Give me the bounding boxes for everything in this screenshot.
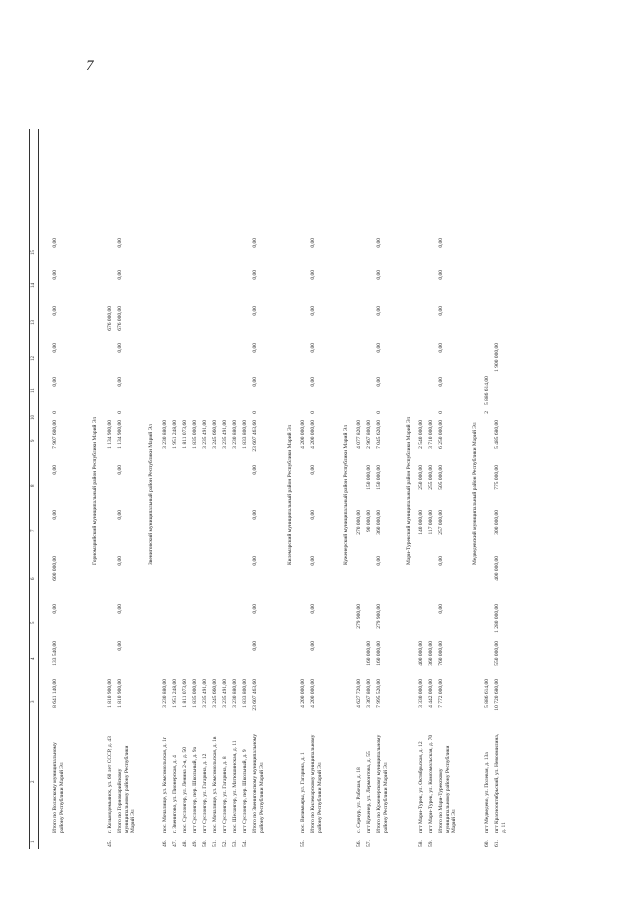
amount-cell: 0,00	[376, 270, 382, 280]
amount-cell: 5 886 614,00	[484, 679, 490, 708]
amount-cell: 1 134 900,00	[117, 420, 123, 449]
amount-cell: 0	[438, 411, 444, 414]
row-name-cell: пгт Куженер, ул. Лермонтова, д. 55	[366, 751, 372, 833]
row-name-cell: пгт Мари-Турек, ул. Октябрьская, д. 12	[418, 741, 424, 833]
amount-cell: 0,00	[310, 238, 316, 248]
amount-cell: 600 000,00	[52, 556, 58, 581]
amount-cell: 1 835 000,00	[192, 420, 198, 449]
amount-cell: 0,00	[117, 510, 123, 520]
amount-cell: 150 000,00	[366, 465, 372, 490]
amount-cell: 0,00	[310, 510, 316, 520]
row-name-cell: Итого по Звениговскому муниципальному району Республики Марий Эл	[252, 733, 265, 833]
amount-cell: 0,00	[52, 604, 58, 614]
row-number-cell: 60.	[484, 840, 490, 847]
amount-cell: 7 907 600,00	[52, 420, 58, 449]
amount-cell: 7 995 520,00	[376, 679, 382, 708]
amount-cell: 160 000,00	[376, 641, 382, 666]
amount-cell: 4 200 000,00	[310, 679, 316, 708]
amount-cell: 3 230 880,00	[162, 679, 168, 708]
amount-cell: 0	[376, 411, 382, 414]
row-name-cell: г. Звенигово, ул. Пионерская, д. 4	[172, 755, 178, 833]
amount-cell: 3 235 491,00	[202, 420, 208, 449]
amount-cell: 0,00	[438, 238, 444, 248]
amount-cell: 0,00	[438, 604, 444, 614]
column-number: 6	[31, 577, 36, 580]
amount-cell: 0,00	[52, 343, 58, 353]
amount-cell: 0,00	[117, 465, 123, 475]
amount-cell: 0,00	[117, 641, 123, 651]
amount-cell: 0,00	[310, 556, 316, 566]
amount-cell: 0,00	[52, 377, 58, 387]
amount-cell: 0,00	[252, 377, 258, 387]
amount-cell: 400 000,00	[494, 556, 500, 581]
section-title: Медведевский муниципальный район Республики Марий Эл	[472, 422, 478, 565]
amount-cell: 1 900 000,00	[494, 343, 500, 372]
row-name-cell: пгт Суслонгер, ул. Гагарина, д. 8	[222, 756, 228, 833]
amount-cell: 0,00	[117, 238, 123, 248]
amount-cell: 0,00	[310, 604, 316, 614]
row-name-cell: пгт Суслонгер, пер. Школьный, д. 9а	[192, 746, 198, 833]
amount-cell: 4 627 720,00	[356, 679, 362, 708]
row-number-cell: 57.	[366, 840, 372, 847]
amount-cell: 3 710 000,00	[428, 420, 434, 449]
amount-cell: 0,00	[252, 556, 258, 566]
amount-cell: 0,00	[252, 238, 258, 248]
row-name-cell: с. Сернур, ул. Рабочая, д. 18	[356, 767, 362, 833]
amount-cell: 0,00	[376, 556, 382, 566]
amount-cell: 4 077 820,00	[356, 420, 362, 449]
amount-cell: 4 200 000,00	[310, 420, 316, 449]
row-name-cell: пгт Суслонгер, ул. Гагарина, д. 12	[202, 753, 208, 833]
amount-cell: 0	[52, 411, 58, 414]
amount-cell: 400 000,00	[418, 641, 424, 666]
amount-cell: 0,00	[310, 343, 316, 353]
amount-cell: 1 811 073,60	[182, 420, 188, 449]
amount-cell: 250 000,00	[418, 465, 424, 490]
section-title: Куженерский муниципальный район Республики Марий Эл	[343, 424, 349, 565]
column-number: 4	[31, 657, 36, 660]
column-number: 14	[31, 283, 36, 288]
row-number-cell: 61.	[494, 840, 500, 847]
amount-cell: 23 607 463,60	[252, 420, 258, 452]
row-number-cell: 51.	[212, 840, 218, 847]
row-name-cell: Итого по Килемарскому муниципальному району Республики Марий Эл	[310, 734, 323, 833]
column-number: 3	[31, 700, 36, 703]
amount-cell: 8 641 140,00	[52, 679, 58, 708]
amount-cell: 0,00	[117, 343, 123, 353]
amount-cell: 3 230 880,00	[232, 420, 238, 449]
column-number: 2	[31, 780, 36, 783]
amount-cell: 676 000,00	[107, 306, 113, 331]
row-name-cell: Итого по Волжскому муниципальному району Республики Марий Эл	[52, 742, 65, 833]
amount-cell: 0,00	[252, 510, 258, 520]
amount-cell: 360 000,00	[428, 641, 434, 666]
row-name-cell: пос. Мочалище, ул. Комсомольская, д. 1в	[212, 736, 218, 833]
amount-cell: 1 810 900,00	[107, 679, 113, 708]
row-number-cell: 47.	[172, 840, 178, 847]
amount-cell: 5 886 614,00	[484, 376, 490, 405]
amount-cell: 1 833 800,00	[242, 679, 248, 708]
amount-cell: 1 951 248,00	[172, 679, 178, 708]
amount-cell: 0,00	[252, 604, 258, 614]
amount-cell: 0,00	[252, 641, 258, 651]
amount-cell: 3 245 660,00	[212, 679, 218, 708]
amount-cell: 133 540,00	[52, 641, 58, 666]
row-name-cell: г. Козьмодемьянск, ул. 60 лет СССР, д. 43	[107, 736, 113, 833]
amount-cell: 1 134 900,00	[107, 420, 113, 449]
column-number: 5	[31, 621, 36, 624]
amount-cell: 2 540 000,00	[418, 420, 424, 449]
amount-cell: 0,00	[117, 270, 123, 280]
row-number-cell: 46.	[162, 840, 168, 847]
amount-cell: 300 000,00	[494, 510, 500, 535]
row-name-cell: пос. Шелангер, ул. Матюшинская, д. 11	[232, 740, 238, 833]
amount-cell: 140 000,00	[418, 510, 424, 535]
row-name-cell: пгт Краснооктябрьский, ул. Невоомилина, д. 11	[494, 733, 507, 833]
section-title: Звениговский муниципальный район Республики Марий Эл	[148, 424, 154, 565]
amount-cell: 0,00	[252, 270, 258, 280]
header-rule	[29, 129, 30, 849]
amount-cell: 0,00	[310, 641, 316, 651]
column-number: 12	[31, 356, 36, 361]
amount-cell: 2 967 800,00	[366, 420, 372, 449]
amount-cell: 6 250 000,00	[438, 420, 444, 449]
amount-cell: 0,00	[310, 377, 316, 387]
column-number: 10	[31, 415, 36, 420]
amount-cell: 3 230 880,00	[162, 420, 168, 449]
amount-cell: 760 000,00	[438, 641, 444, 666]
amount-cell: 676 000,00	[117, 306, 123, 331]
header-rule	[38, 129, 39, 849]
amount-cell: 3 235 491,00	[222, 679, 228, 708]
amount-cell: 0,00	[376, 238, 382, 248]
amount-cell: 0,00	[310, 465, 316, 475]
amount-cell: 0,00	[252, 465, 258, 475]
row-number-cell: 59.	[428, 840, 434, 847]
amount-cell: 1 280 000,00	[494, 604, 500, 633]
amount-cell: 0,00	[52, 270, 58, 280]
amount-cell: 3 330 000,00	[418, 679, 424, 708]
amount-cell: 0,00	[310, 270, 316, 280]
amount-cell: 0,00	[117, 604, 123, 614]
row-name-cell: Итого по Мари-Турекскому муниципальному району Республики Марий Эл	[438, 745, 458, 833]
row-name-cell: пгт Медведево, ул. Полевая, д. 13а	[484, 752, 490, 833]
amount-cell: 0,00	[52, 465, 58, 475]
amount-cell: 0,00	[117, 377, 123, 387]
amount-cell: 0,00	[52, 238, 58, 248]
amount-cell: 23 607 463,60	[252, 679, 258, 711]
amount-cell: 0,00	[52, 306, 58, 316]
column-number: 7	[31, 529, 36, 532]
amount-cell: 5 485 680,00	[494, 420, 500, 449]
row-number-cell: 55.	[300, 840, 306, 847]
section-title: Мари-Турекский муниципальный район Республики Марий Эл	[406, 416, 412, 565]
amount-cell: 7 045 620,00	[376, 420, 382, 449]
amount-cell: 0,00	[252, 343, 258, 353]
amount-cell: 2	[484, 411, 490, 414]
amount-cell: 0,00	[376, 306, 382, 316]
amount-cell: 360 000,00	[376, 510, 382, 535]
page-number: 7	[86, 58, 94, 74]
amount-cell: 160 000,00	[366, 641, 372, 666]
row-number-cell: 48.	[182, 840, 188, 847]
row-name-cell: пос. Суслонгер, ул. Ленина 2-я, д. 50	[182, 747, 188, 833]
row-number-cell: 52.	[222, 840, 228, 847]
amount-cell: 0,00	[117, 556, 123, 566]
amount-cell: 0,00	[376, 343, 382, 353]
amount-cell: 279 900,00	[376, 604, 382, 629]
column-number: 8	[31, 484, 36, 487]
row-number-cell: 58.	[418, 840, 424, 847]
amount-cell: 0,00	[310, 306, 316, 316]
amount-cell: 1 810 900,00	[117, 679, 123, 708]
amount-cell: 775 000,00	[494, 465, 500, 490]
column-number: 9	[31, 439, 36, 442]
row-name-cell: пгт Суслонгер, пер. Школьный, д. 9	[242, 749, 248, 833]
amount-cell: 0,00	[438, 306, 444, 316]
row-number-cell: 49.	[192, 840, 198, 847]
amount-cell: 0,00	[376, 377, 382, 387]
amount-cell: 4 200 000,00	[300, 679, 306, 708]
amount-cell: 4 442 000,00	[428, 679, 434, 708]
amount-cell: 7 772 000,00	[438, 679, 444, 708]
amount-cell: 4 200 000,00	[300, 420, 306, 449]
amount-cell: 0	[310, 411, 316, 414]
amount-cell: 3 367 800,00	[366, 679, 372, 708]
amount-cell: 10 720 680,00	[494, 679, 500, 711]
section-title: Килемарский муниципальный район Республики Марий Эл	[287, 424, 293, 565]
amount-cell: 279 900,00	[356, 604, 362, 629]
row-number-cell: 50.	[202, 840, 208, 847]
amount-cell: 3 235 491,00	[202, 679, 208, 708]
amount-cell: 0,00	[438, 270, 444, 280]
column-number: 1	[31, 840, 36, 843]
amount-cell: 90 000,00	[366, 510, 372, 532]
amount-cell: 0,00	[438, 343, 444, 353]
column-number: 13	[31, 320, 36, 325]
amount-cell: 270 000,00	[356, 510, 362, 535]
amount-cell: 0,00	[252, 306, 258, 316]
amount-cell: 0	[117, 411, 123, 414]
row-name-cell: Итого по Горномарийскому муниципальному району Республики Марий Эл	[117, 745, 137, 833]
amount-cell: 0,00	[52, 510, 58, 520]
row-number-cell: 56.	[356, 840, 362, 847]
amount-cell: 1 833 800,00	[242, 420, 248, 449]
amount-cell: 0,00	[438, 556, 444, 566]
amount-cell: 117 000,00	[428, 510, 434, 535]
row-name-cell: пос. Мочалище, ул. Комсомольская, д. 1г	[162, 736, 168, 833]
row-name-cell: пос. Визимьяры, ул. Гагарина, д. 1	[300, 752, 306, 833]
amount-cell: 257 000,00	[438, 510, 444, 535]
amount-cell: 1 951 248,00	[172, 420, 178, 449]
amount-cell: 3 245 660,00	[212, 420, 218, 449]
row-number-cell: 53.	[232, 840, 238, 847]
row-name-cell: пгт Мари-Турек, ул. Комсомольская, д. 70	[428, 734, 434, 833]
row-number-cell: 54.	[242, 840, 248, 847]
section-title: Горномарийский муниципальный район Республики Марий Эл	[92, 416, 98, 565]
amount-cell: 255 000,00	[428, 465, 434, 490]
column-number: 11	[31, 388, 36, 393]
amount-cell: 550 000,00	[494, 641, 500, 666]
amount-cell: 1 811 073,60	[182, 679, 188, 708]
row-name-cell: Итого по Куженерскому муниципальному району Республики Марий Эл	[376, 734, 389, 833]
amount-cell: 3 235 491,00	[222, 420, 228, 449]
amount-cell: 0	[252, 411, 258, 414]
amount-cell: 505 000,00	[438, 465, 444, 490]
amount-cell: 3 230 880,00	[232, 679, 238, 708]
amount-cell: 150 000,00	[376, 465, 382, 490]
row-number-cell: 45.	[107, 840, 113, 847]
amount-cell: 1 835 000,00	[192, 679, 198, 708]
amount-cell: 0,00	[438, 377, 444, 387]
column-number: 15	[31, 250, 36, 255]
